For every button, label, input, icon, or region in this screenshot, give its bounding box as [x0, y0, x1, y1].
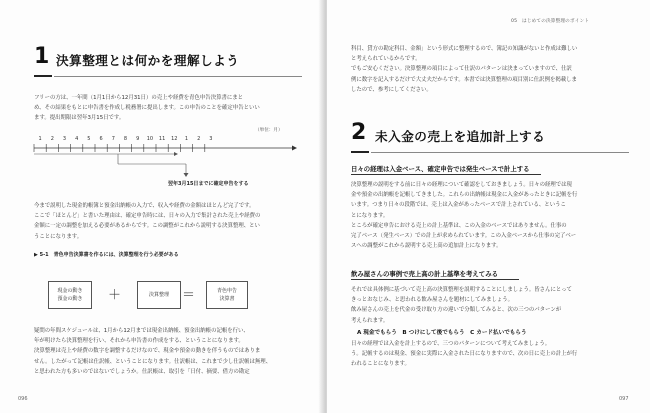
para-line: 決算整理の説明をする前に日々の経理について確認をしておきましょう。日々の経理では現	[351, 182, 572, 188]
equals-operator: ＝	[182, 288, 196, 303]
running-head: 05 はじめての決算整理のポイント	[511, 19, 590, 24]
para-line: 金額に一定の調整を加える必要があるからです。この調整がこれから説明する決算整理、とい	[34, 223, 260, 230]
intro-text	[34, 93, 260, 124]
para-line: スへの調整がこれから説明する売上高の追加計上になります。	[351, 243, 502, 250]
subheading-2: 飲み屋さんの事例で売上高の計上基準を考えてみる	[351, 270, 498, 278]
blue-return-statement-box: 青色申告 決算書	[206, 281, 248, 309]
section-rule	[371, 152, 629, 153]
timeline-tick-label: 8	[123, 136, 128, 142]
para-line: と考えられているからです。	[351, 56, 421, 63]
year-bracket-arrow	[174, 152, 178, 156]
timeline-tick-label: 10	[146, 136, 154, 142]
para-line: 今まで説明した現金的帳簿と預金出納帳の入力で、収入や経費の金額はほとんど完了です。	[34, 203, 255, 209]
payment-choices: A 現金でもらう B つけにして後でもらう C カード払いでもらう	[357, 330, 527, 336]
para-line: せん。したがって記帳は仕訳帳、ということになります。仕訳帳は、これまで少し仕訳帳は無理、	[34, 358, 272, 365]
section-title: 未入金の売上を追加計上する	[375, 129, 546, 144]
closing-adjustment-box: 決算整理	[137, 281, 181, 309]
intro-line: ます。提出期限は翌年3月15日です。	[34, 115, 125, 122]
figure-caption: ▶ 5-1 青色申告決算書を作るには、決算整理を行う必要がある	[34, 252, 179, 258]
para-line: 考えられます。	[351, 317, 389, 324]
timeline-tick-label: 3	[209, 136, 213, 142]
para-line: われることになります。	[351, 361, 410, 368]
para-line: 科目、貸方の勘定科目、金額」という形式に整理するので、簿記の知識がないと作成は難しい	[351, 46, 578, 52]
para-line: 完了ベース（発生ベース）での計上が求められています。この入金ベースから仕事の完了ベー	[351, 233, 577, 240]
subheading-underline	[351, 174, 541, 175]
timeline-tick-label: 9	[136, 136, 140, 142]
para-line: と思われた方も多いのではないでしょうか。仕訳帳は、取引を「日付、摘要、借方の勘定	[34, 368, 250, 375]
timeline-label: 翌年3月15日までに確定申告をする	[168, 181, 249, 187]
timeline-tick-label: 6	[99, 136, 103, 142]
timeline-tick-label: 2	[197, 136, 201, 142]
para-line: 飲み屋さんの売上を代金の受け取り方の違いで分類してみると、次の三つのパターンが	[351, 307, 562, 314]
subheading-1: 日々の経理は入金ベース、確定申告では発生ベースで計上する	[351, 165, 530, 173]
plus-operator: ＋	[108, 288, 122, 303]
subheading-2-body-2	[351, 339, 577, 370]
page-number: 097	[619, 396, 629, 402]
para-line: うことになります。	[34, 233, 83, 240]
subheading-2-body	[351, 285, 572, 326]
intro-line: め、その結果をもとに申告書を作成し税務署に提出します。この申告のことを確定申告といい	[34, 105, 260, 112]
timeline-tick-label: 12	[171, 136, 178, 142]
section-number: 1	[34, 44, 50, 69]
page-number: 096	[18, 396, 28, 402]
para-line: 疑問の年間スケジュールは、1月から12月までは現金出納帳、預金出納帳の記帳を行い、	[34, 328, 249, 334]
para-line: ところが確定申告における売上の計上基準は、この入金のベースではありません。仕事の	[351, 222, 567, 229]
caption-triangle-icon: ▶	[34, 252, 40, 258]
section-title: 決算整理とは何かを理解しよう	[56, 53, 240, 68]
section-number: 2	[351, 120, 367, 145]
timeline-tick-label: 1	[184, 136, 189, 142]
paragraph-2	[34, 201, 260, 242]
paragraph-3	[34, 326, 271, 377]
para-line: います。つまり日々の段階では、売上は入金があったベースで計上されている、というこ	[351, 202, 566, 209]
timeline-tick-label: 5	[87, 136, 91, 142]
para-line: 決算整理は売上や経費の数字を調整するだけなので、現金や預金の動きを伴うものではありま	[34, 348, 261, 355]
left-page	[0, 0, 323, 413]
timeline-tick-label: 2	[50, 136, 54, 142]
para-line: とになります。	[351, 212, 389, 219]
para-line: でもご安心ください。決算整理の項目によって仕訳のパターンは決まっていますので、仕訳	[351, 66, 572, 73]
timeline-tick-label: 1	[38, 136, 42, 142]
para-line: 年が明けたら決算整理を行い、それから申告書の作成をする、ということになります。	[34, 338, 244, 345]
timeline-tick-label: 11	[158, 136, 166, 142]
subheading-1-body	[351, 180, 577, 251]
connector-arrow	[184, 173, 189, 177]
para-line: 金や預金の出納帳を記帳してきました。これらの出納帳は現金に入金があったときに記帳を行	[351, 192, 578, 199]
intro-line: フリーの方は、一年間（1月1日から12月31日）の売上や経費を青色申告決算書にまと	[34, 95, 244, 101]
right-page	[327, 0, 650, 413]
para-line: う。記帳するのは現金、預金に実際に入金された日になりますので、次の日に売上の計上が行	[351, 351, 578, 358]
timeline-unit: （単位：月）	[255, 128, 283, 133]
timeline-tick-label: 4	[75, 136, 79, 142]
para-line: 例に数字を記入するだけで大丈夫だからです。本書では決算整理の項目別に仕訳例を掲載しま	[351, 76, 577, 83]
section-underline	[351, 151, 369, 153]
para-line: きっとおなじみ、と思われる飲み屋さんを題材にしてみましょう。	[351, 297, 514, 304]
subheading-underline	[351, 279, 519, 280]
para-line: ここで「ほとんど」と書いた理由は、確定申告時には、日々の入力で集計された売上や経費の	[34, 213, 261, 220]
section-rule	[54, 76, 302, 77]
timeline-tick-label: 3	[62, 136, 67, 142]
para-line: それでは具体例に基づいて売上高の決算整理を説明することにしましょう。皆さんにとって	[351, 287, 572, 293]
timeline-tick-label: 7	[111, 136, 115, 142]
timeline-arrowhead	[292, 146, 297, 151]
para-line: 日々の経理では入金を計上するので、三つのパターンについて考えてみましょう。	[351, 341, 551, 347]
continued-text	[351, 44, 577, 95]
section-underline	[34, 75, 52, 77]
cash-movement-box: 現金の動き 預金の動き	[48, 281, 92, 309]
para-line: したので、参考にしてください。	[351, 86, 432, 93]
